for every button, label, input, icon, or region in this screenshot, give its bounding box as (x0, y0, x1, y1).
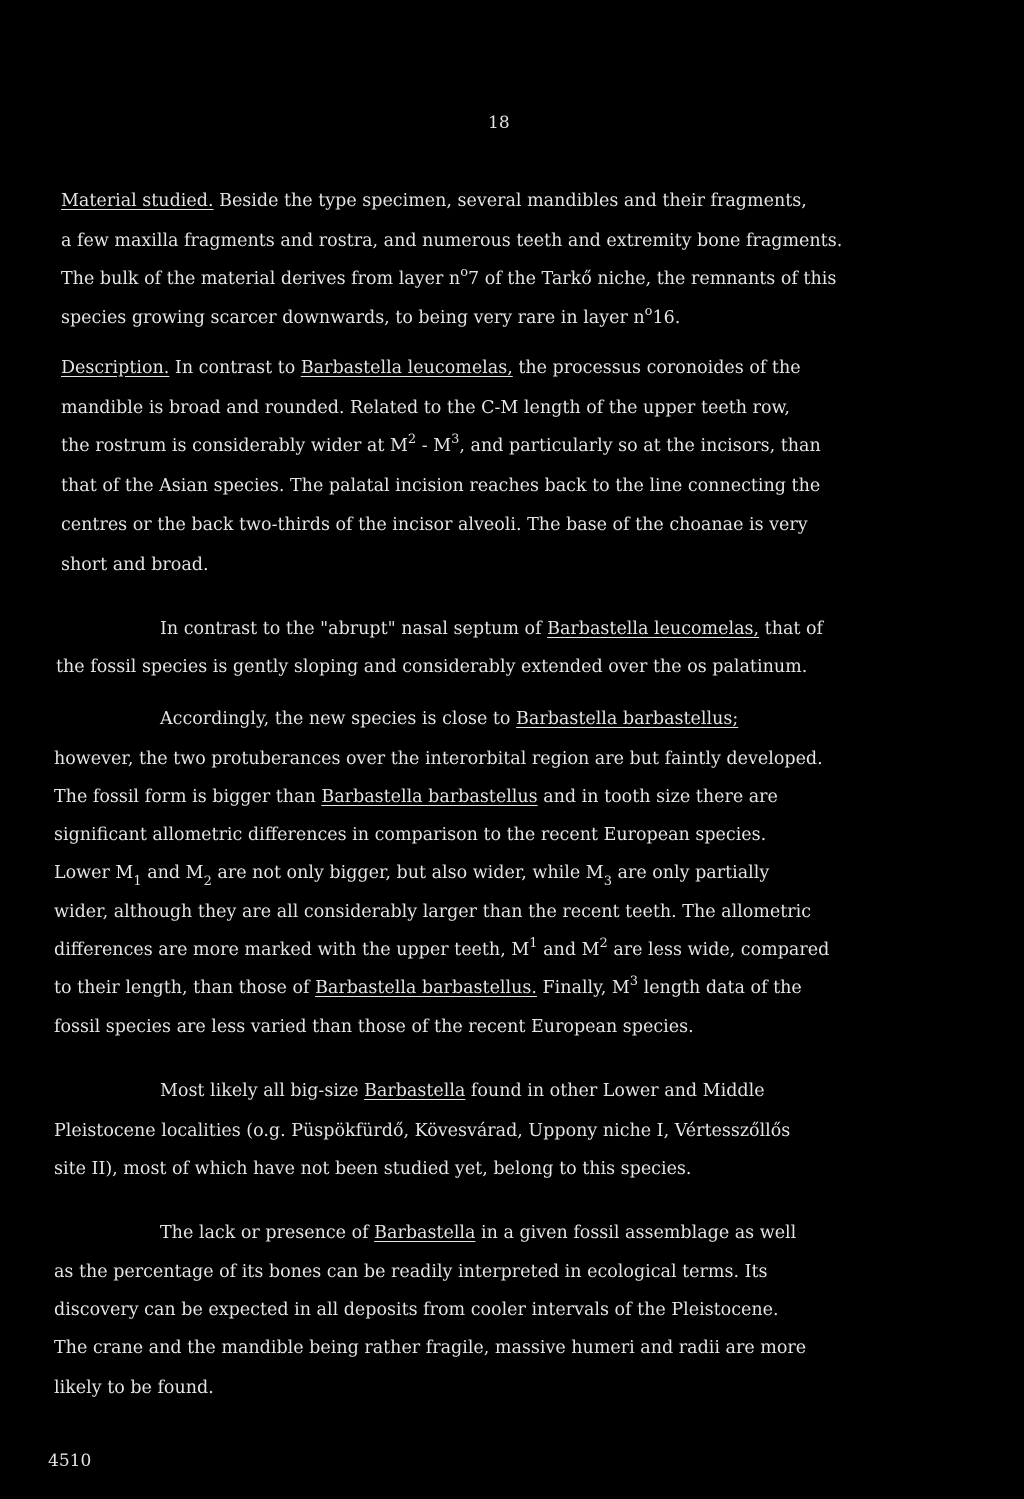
superscript: 1 (529, 936, 538, 951)
superscript: 2 (407, 432, 417, 447)
text-line: site II), most of which have not been studied yet, belong to this species. (54, 1159, 692, 1179)
text-line (54, 936, 830, 961)
superscript: 2 (599, 936, 608, 951)
text-line: The crane and the mandible being rather fragile, massive humeri and radii are more (54, 1338, 807, 1358)
text-span: - M (416, 436, 452, 456)
text-span: that of (759, 619, 824, 639)
text-line: the fossil species is gently sloping and considerably extended over the os palatinum. (56, 657, 808, 677)
text-span: In contrast to the "abrupt" nasal septum of (160, 619, 548, 639)
text-line: likely to be found. (54, 1378, 214, 1398)
text-span: Lower M (54, 863, 134, 883)
text-line: as the percentage of its bones can be readily interpreted in ecological terms. Its (54, 1262, 768, 1282)
species-name: Barbastella (364, 1081, 466, 1101)
text-span: and M (141, 863, 204, 883)
text-line: discovery can be expected in all deposits from cooler intervals of the Pleistocene. (54, 1300, 779, 1320)
text-span: Finally, M (536, 978, 630, 998)
species-name: Barbastella barbastellus; (516, 709, 739, 729)
species-name: Barbastella leucomelas, (547, 619, 760, 639)
text-span: and M (537, 940, 600, 960)
species-name: Barbastella barbastellus (321, 787, 538, 807)
text-span: and in tooth size there are (537, 787, 778, 807)
species-name: Barbastella barbastellus. (315, 978, 537, 998)
description-line (61, 357, 801, 379)
text-span: found in other Lower and Middle (465, 1081, 765, 1101)
text-line (160, 618, 823, 640)
subscript: 1 (133, 874, 142, 889)
text-line (61, 265, 837, 290)
subscript: 3 (603, 874, 612, 889)
text-line: short and broad. (61, 555, 209, 575)
species-name: Barbastella leucomelas, (300, 358, 513, 378)
superscript: o (644, 304, 653, 319)
text-span: are less wide, compared (607, 940, 830, 960)
text-line (160, 708, 738, 730)
text-line: centres or the back two-thirds of the incisor alveoli. The base of the choanae is very (61, 515, 808, 535)
text-line (54, 862, 770, 889)
subscript: 2 (203, 874, 212, 889)
material-studied-line (61, 190, 807, 212)
text-line: fossil species are less varied than those of the recent European species. (54, 1017, 694, 1037)
text-span: Beside the type specimen, several mandibles and their fragments, (213, 191, 807, 211)
text-line: however, the two protuberances over the interorbital region are but faintly developed. (54, 749, 823, 769)
text-span: The fossil form is bigger than (54, 787, 322, 807)
description-heading: Description. (61, 358, 170, 378)
text-span: species growing scarcer downwards, to being very rare in layer n (61, 308, 645, 328)
text-line: that of the Asian species. The palatal incision reaches back to the line connecting the (61, 476, 821, 496)
superscript: 3 (451, 432, 460, 447)
text-line: Pleistocene localities (o.g. Püspökfürdő, Kövesvárad, Uppony niche I, Vértesszőllős (54, 1121, 791, 1141)
text-span: Most likely all big-size (160, 1081, 365, 1101)
superscript: 3 (629, 974, 639, 989)
text-span: 7 of the Tarkő niche, the remnants of this (468, 269, 837, 289)
text-span: The bulk of the material derives from layer n (61, 269, 461, 289)
text-span: In contrast to (169, 358, 301, 378)
text-span: 16. (652, 308, 681, 328)
text-span: are only partially (611, 863, 770, 883)
text-span: , and particularly so at the incisors, than (459, 436, 821, 456)
text-span: differences are more marked with the upper teeth, M (54, 940, 530, 960)
text-span: are not only bigger, but also wider, while M (211, 863, 604, 883)
text-span: the rostrum is considerably wider at M (61, 436, 408, 456)
text-span: the processus coronoides of the (512, 358, 801, 378)
text-line (61, 304, 681, 329)
page-number: 18 (488, 113, 510, 133)
text-line: wider, although they are all considerably larger than the recent teeth. The allometric (54, 902, 812, 922)
text-span: The lack or presence of (160, 1223, 375, 1243)
text-line: significant allometric differences in comparison to the recent European species. (54, 825, 767, 845)
text-span: length data of the (638, 978, 802, 998)
text-span: to their length, than those of (54, 978, 316, 998)
material-studied-heading: Material studied. (61, 191, 214, 211)
text-span: Accordingly, the new species is close to (160, 709, 517, 729)
text-line: mandible is broad and rounded. Related to the C-M length of the upper teeth row, (61, 398, 790, 418)
text-line (54, 974, 802, 999)
species-name: Barbastella (374, 1223, 476, 1243)
text-line (54, 786, 778, 808)
text-line: a few maxilla fragments and rostra, and numerous teeth and extremity bone fragments. (61, 231, 843, 251)
footer-code: 4510 (48, 1451, 92, 1471)
text-line (160, 1222, 796, 1244)
text-span: in a given fossil assemblage as well (475, 1223, 797, 1243)
superscript: o (460, 265, 469, 280)
text-line (61, 432, 821, 457)
text-line (160, 1080, 765, 1102)
